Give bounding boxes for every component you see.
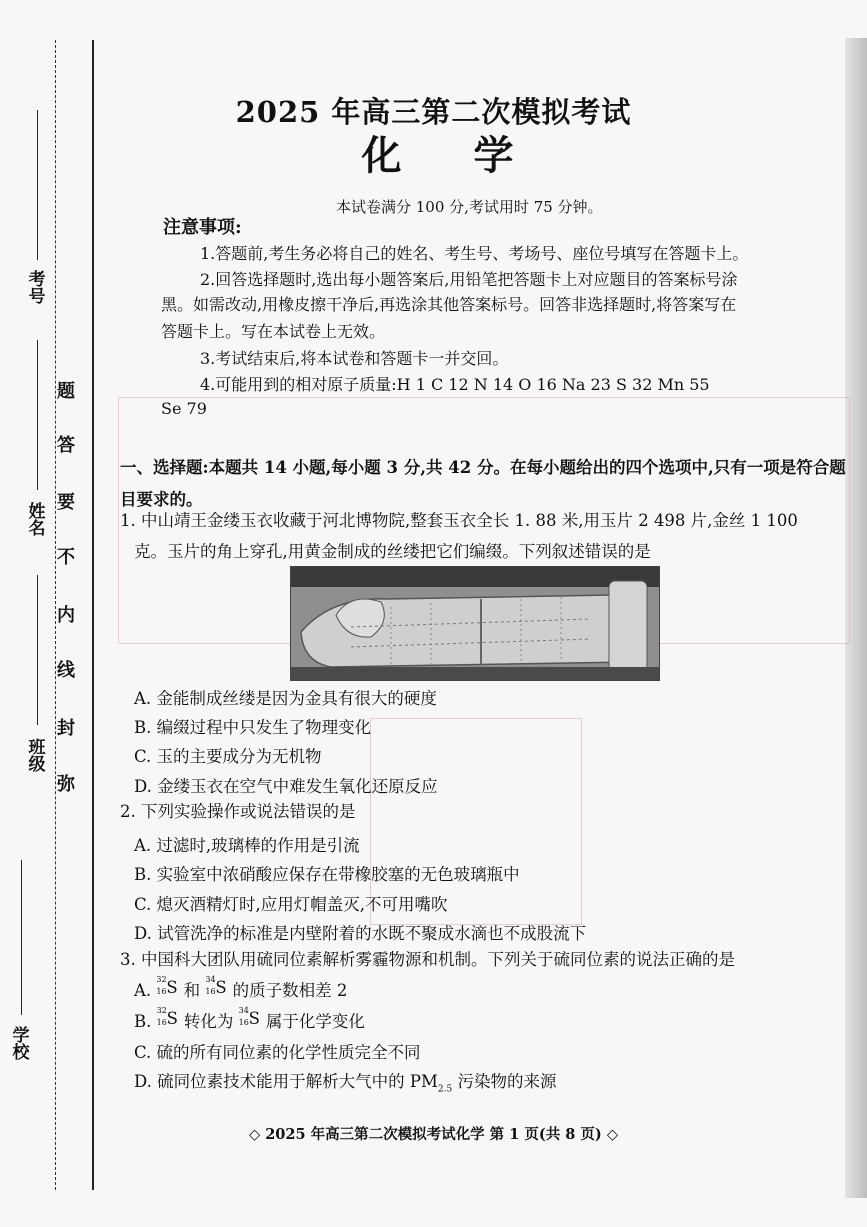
element-symbol: S (215, 978, 227, 997)
isotope-34s (238, 1006, 261, 1028)
q2-option-c: C. 熄灭酒精灯时,应用灯帽盖灭,不可用嘴吹 (134, 895, 448, 914)
q1-option-d: D. 金缕玉衣在空气中难发生氧化还原反应 (134, 777, 438, 796)
notice-item: Se 79 (161, 399, 207, 418)
jade-burial-suit-photo (290, 566, 660, 681)
connector: 和 (183, 981, 201, 1000)
q1-option-c: C. 玉的主要成分为无机物 (134, 747, 322, 766)
section-heading: 一、选择题:本题共 14 小题,每小题 3 分,共 42 分。在每小题给出的四个选项中,只有一项是符合题目要求的。 (120, 458, 846, 509)
element-symbol: S (166, 978, 178, 997)
mass-number: 32 (156, 975, 167, 984)
binding-solid-line (92, 40, 94, 1190)
connector: 转化为 (183, 1012, 234, 1031)
option-text: D. 硫同位素技术能用于解析大气中的 PM (134, 1072, 438, 1091)
seal-char: 线 (57, 660, 75, 681)
q3-stem: 3. 中国科大团队用硫同位素解析雾霾物源和机制。下列关于硫同位素的说法正确的是 (120, 950, 735, 969)
exam-no-label: 考号 (28, 270, 46, 307)
isotope-34s (205, 975, 227, 997)
seal-char: 内 (57, 605, 75, 626)
notice-item: 3.考试结束后,将本试卷和答题卡一并交回。 (200, 349, 509, 368)
mass-number: 34 (205, 975, 216, 984)
option-letter: A. (134, 981, 152, 1000)
option-text: 属于化学变化 (265, 1012, 365, 1031)
element-symbol: S (166, 1009, 178, 1028)
class-line (37, 575, 38, 725)
isotope-32s (156, 975, 178, 997)
q1-stem-line2: 克。玉片的角上穿孔,用黄金制成的丝缕把它们编缀。下列叙述错误的是 (134, 542, 651, 561)
notice-item: 黑。如需改动,用橡皮擦干净后,再选涂其他答案标号。回答非选择题时,将答案写在 (161, 295, 737, 314)
exam-title: 2025 年高三第二次模拟考试 (235, 95, 632, 129)
q2-option-a: A. 过滤时,玻璃棒的作用是引流 (134, 836, 360, 855)
notice-item: 答题卡上。写在本试卷上无效。 (161, 322, 386, 341)
q2-stem: 2. 下列实验操作或说法错误的是 (120, 802, 356, 821)
q3-option-c: C. 硫的所有同位素的化学性质完全不同 (134, 1043, 421, 1062)
q2-option-b: B. 实验室中浓硝酸应保存在带橡胶塞的无色玻璃瓶中 (134, 865, 520, 884)
pm-subscript: 2.5 (437, 1084, 453, 1095)
q3-option-a (134, 977, 347, 1001)
diamond-icon: ◇ (249, 1126, 261, 1143)
seal-char: 封 (57, 718, 75, 739)
notice-item: 4.可能用到的相对原子质量:H 1 C 12 N 14 O 16 Na 23 S 32 Mn 55 (200, 375, 710, 394)
seal-char: 弥 (57, 774, 75, 795)
mass-number: 34 (238, 1006, 249, 1015)
school-label: 学校 (12, 1026, 30, 1063)
isotope-32s (156, 1006, 179, 1028)
q3-option-d (134, 1068, 556, 1094)
option-letter: B. (134, 1012, 152, 1031)
atomic-number: 16 (156, 1018, 167, 1027)
seal-char: 题 (57, 381, 75, 402)
seal-char: 答 (57, 435, 75, 456)
q2-option-d: D. 试管洗净的标准是内壁附着的水既不聚成水滴也不成股流下 (134, 924, 587, 943)
exam-info: 本试卷满分 100 分,考试用时 75 分钟。 (336, 198, 603, 216)
option-text: 的质子数相差 2 (232, 981, 348, 1000)
atomic-number: 16 (156, 987, 167, 996)
notice-item: 1.答题前,考生务必将自己的姓名、考生号、考场号、座位号填写在答题卡上。 (200, 244, 749, 263)
option-text: 污染物的来源 (452, 1072, 557, 1091)
notice-item: 2.回答选择题时,选出每小题答案后,用铅笔把答题卡上对应题目的答案标号涂 (200, 270, 738, 289)
footer-text: 2025 年高三第二次模拟考试化学 第 1 页(共 8 页) (265, 1126, 602, 1143)
q1-option-b: B. 编缀过程中只发生了物理变化 (134, 718, 372, 737)
name-label: 姓名 (28, 502, 46, 539)
atomic-number: 16 (205, 987, 216, 996)
q1-option-a: A. 金能制成丝缕是因为金具有很大的硬度 (134, 689, 437, 708)
seal-char: 要 (57, 492, 75, 513)
diamond-icon: ◇ (606, 1126, 618, 1143)
q1-stem-line1: 1. 中山靖王金缕玉衣收藏于河北博物院,整套玉衣全长 1. 88 米,用玉片 2 498 片,金丝 1 100 (120, 511, 798, 530)
subject-title: 化学 (361, 132, 586, 179)
name-line (37, 340, 38, 490)
school-line (21, 860, 22, 1015)
notice-heading: 注意事项: (163, 217, 242, 238)
element-symbol: S (248, 1009, 260, 1028)
atomic-number: 16 (238, 1018, 249, 1027)
page-footer (0, 1123, 867, 1144)
class-label: 班级 (28, 738, 46, 775)
mass-number: 32 (156, 1006, 167, 1015)
q3-option-b (134, 1008, 365, 1032)
seal-char: 不 (57, 547, 75, 568)
